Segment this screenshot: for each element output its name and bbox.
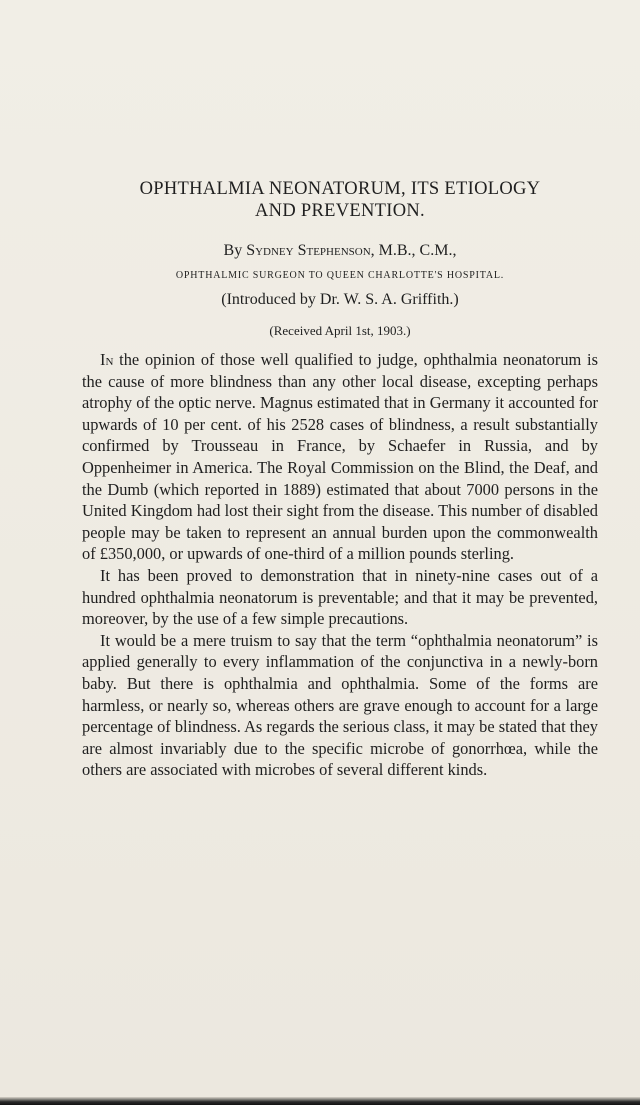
author-name: Sydney Stephenson, M.B., C.M., xyxy=(246,242,457,259)
introduced-by: (Introduced by Dr. W. S. A. Griffith.) xyxy=(221,291,459,308)
author-affiliation: OPHTHALMIC SURGEON TO QUEEN CHARLOTTE'S HOSPITAL. xyxy=(175,270,505,281)
received-date: (Received April 1st, 1903.) xyxy=(269,323,411,338)
paragraph-1 xyxy=(82,349,598,565)
paragraph-1-initial: In xyxy=(100,350,114,369)
byline-prefix: By xyxy=(223,242,247,259)
paper-title xyxy=(60,178,620,222)
paper-body xyxy=(82,349,598,781)
paragraph-3: It would be a mere truism to say that the term “ophthalmia neonatorum” is applied generally to every inflammation of the conjunctiva in a newly-born baby. But there is ophthalmia and ophthalmia. Some of the forms are harmless, or nearly so, whereas others are grave enough to account for a large percentage of blindness. As regards the serious class, it may be stated that they are almost invariably due to the specific microbe of gonorrhœa, while the others are associated with microbes of several different kinds. xyxy=(82,630,598,780)
page-edge-shadow xyxy=(0,1097,640,1105)
paragraph-2: It has been proved to demonstration that in ninety-nine cases out of a hundred ophthalmia neonatorum is preventable; and that it may be prevented, moreover, by the use of a few simple precautions. xyxy=(82,565,598,629)
byline xyxy=(60,242,620,260)
title-line-1: OPHTHALMIA NEONATORUM, ITS ETIOLOGY xyxy=(139,179,541,199)
paragraph-1-text: the opinion of those well qualified to judge, ophthalmia neonatorum is the cause of more blindness than any other local disease, excepting perhaps atrophy of the optic nerve. Magnus estimated that in Germany it accounted for upwards of 10 per cent. of his 2528 cases of blindness, a result substantially confirmed by Trousseau in France, by Schaefer in Russia, and by Oppenheimer in America. The Royal Commission on the Blind, the Deaf, and the Dumb (which reported in 1889) estimated that about 7000 persons in the United Kingdom had lost their sight from the disease. This number of disabled people may be taken to represent an annual burden upon the commonwealth of £350,000, or upwards of one-third of a million pounds sterling. xyxy=(82,350,598,564)
title-line-2: AND PREVENTION. xyxy=(255,201,425,221)
